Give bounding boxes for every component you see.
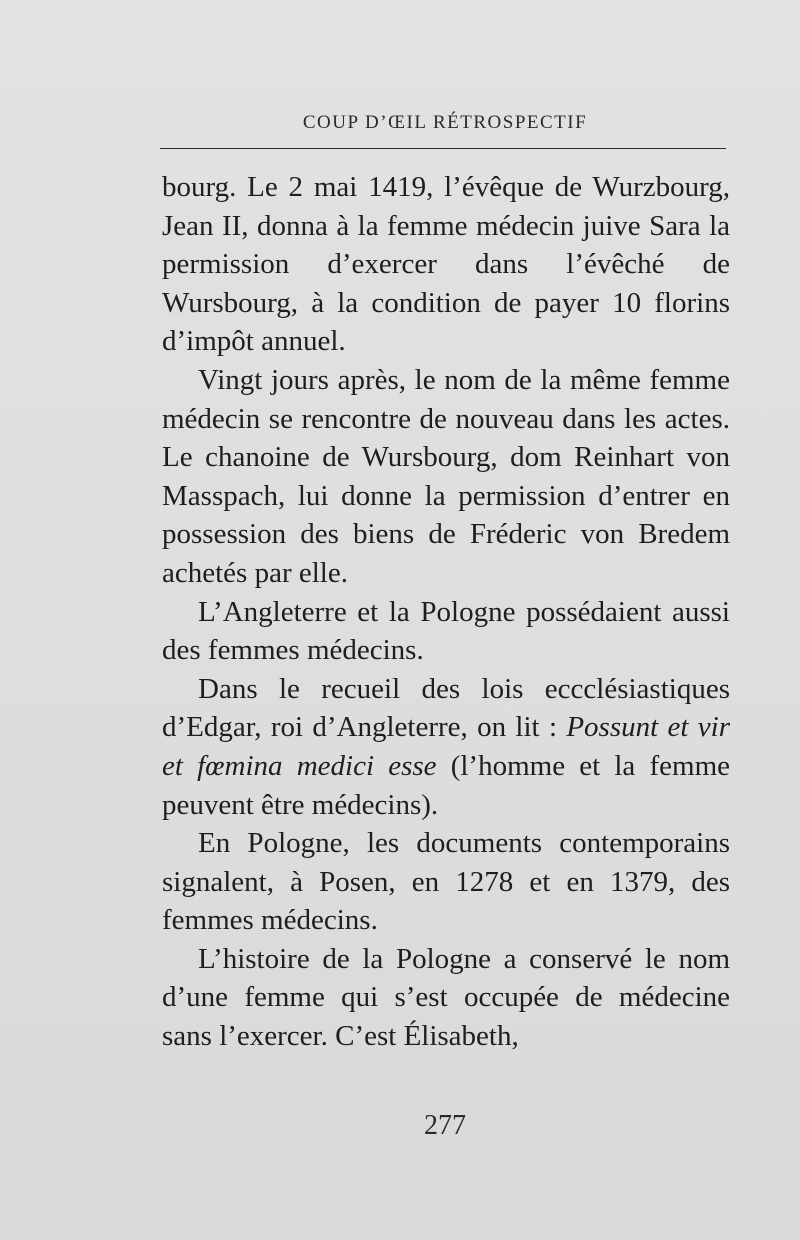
- paragraph-text: (l’homme et la femme peuvent être médecins).: [162, 749, 730, 821]
- page-number: 277: [424, 1110, 466, 1141]
- paragraph: L’histoire de la Pologne a conservé le nom d’une femme qui s’est occupée de médecine sans l’exercer. C’est Élisabeth,: [162, 942, 730, 1053]
- body-text: [162, 168, 730, 1056]
- latin-quotation: Possunt et vir et fœmina medici esse: [162, 711, 730, 782]
- header-rule: [160, 148, 726, 149]
- paragraph: En Pologne, les documents contemporains signalent, à Posen, en 1278 et en 1379, des femmes médecins.: [162, 827, 730, 937]
- paragraph: Vingt jours après, le nom de la même femme médecin se rencontre de nouveau dans les actes. Le chanoine de Wursbourg, dom Reinhart von Masspach, lui donne la permission d’entrer en possession des biens de Fréderic von Bredem achetés par elle.: [162, 363, 730, 589]
- paragraph-text: Dans le recueil des lois eccclésiastiques d’Edgar, roi d’Angleterre, on lit :: [162, 672, 730, 744]
- paragraph: L’Angleterre et la Pologne possédaient aussi des femmes médecins.: [162, 595, 730, 667]
- paragraph: [162, 670, 730, 824]
- paragraph-continuation: bourg. Le 2 mai 1419, l’évêque de Wurzbourg, Jean II, donna à la femme médecin juive Sara la permission d’exercer dans l’évêché de Wursbourg, à la condition de payer 10 florins d’impôt annuel.: [162, 171, 730, 358]
- running-head: COUP D’ŒIL RÉTROSPECTIF: [302, 112, 588, 133]
